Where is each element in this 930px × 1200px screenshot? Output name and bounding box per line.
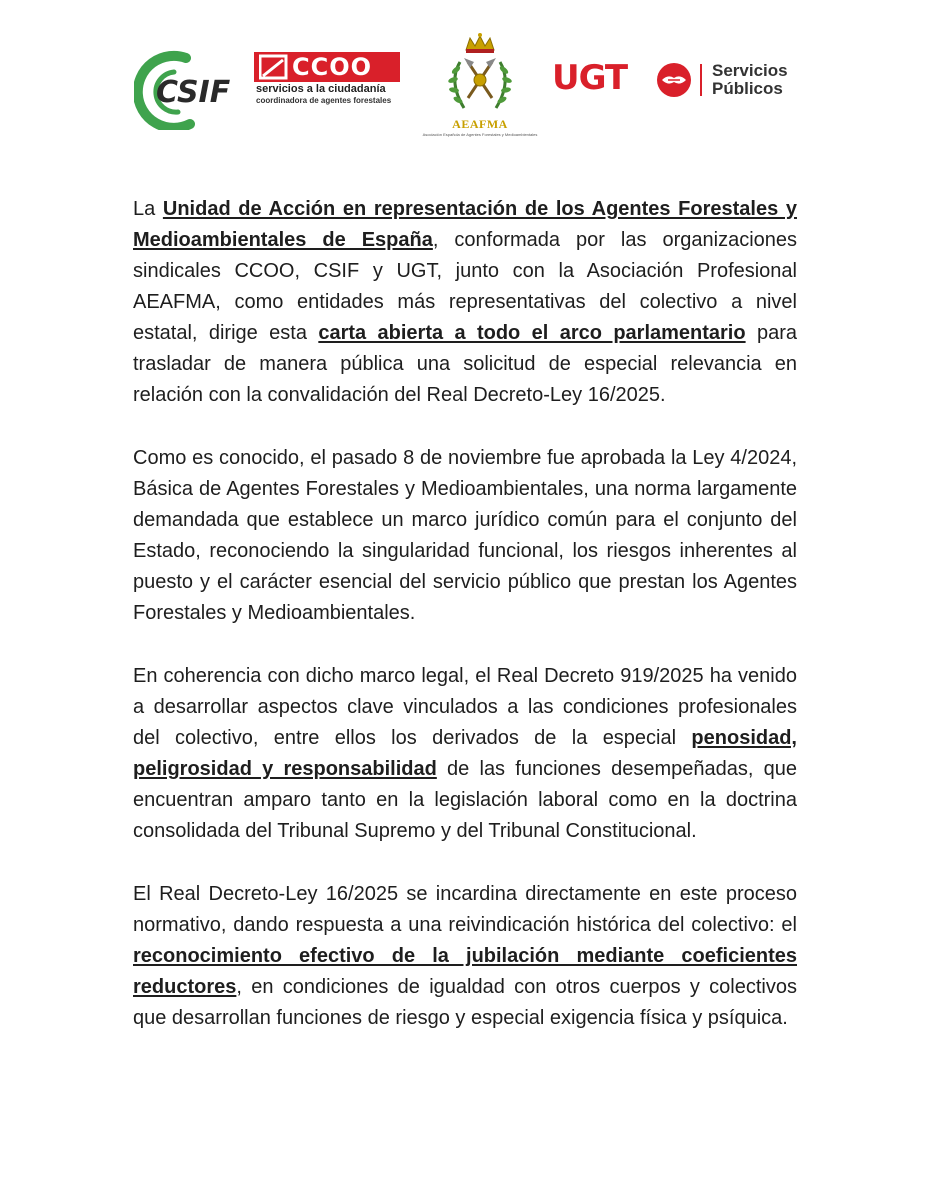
p1-bold-1: Unidad de Acción en representación de los Agentes Forestales y Medioambientales de España <box>133 198 797 251</box>
p2-text-1: Como es conocido, el pasado 8 de noviembre fue aprobada la Ley 4/2024, Básica de Agentes Forestales y Medioambientales, una norma largamente demandada que establece un marco jurídico común para el conjunto del Estado, reconociendo la singularidad funcional, los riesgos inherentes al puesto y el carácter esencial del servicio público que prestan los Agentes Forestales y Medioambientales. <box>133 447 797 624</box>
p3-text-2: de las funciones desempeñadas, que encuentran amparo tanto en la legislación laboral como en la doctrina consolidada del Tribunal Supremo y del Tribunal Constitucional. <box>133 758 798 842</box>
p4-text-1: El Real Decreto-Ley 16/2025 se incardina directamente en este proceso normativo, dando respuesta a una reivindicación histórica del colectivo: el <box>133 883 797 936</box>
ugt-text: UGT <box>552 58 628 98</box>
p1-text-3: para trasladar de manera pública una solicitud de especial relevancia en relación con la convalidación del Real Decreto-Ley 16/2025. <box>133 322 797 406</box>
p4-bold-1: reconocimiento efectivo de la jubilación mediante coeficientes reductores <box>133 945 797 998</box>
ugt-servicios-text: Servicios <box>712 61 788 80</box>
paragraph-4 <box>133 879 797 1034</box>
ccoo-logo <box>254 52 402 112</box>
aeafma-subtitle: Asociación Española de Agentes Forestales y Medioambientales <box>422 132 538 137</box>
p1-text-1: La <box>133 198 163 220</box>
csif-emblem-icon <box>134 50 238 130</box>
ccoo-emblem-icon <box>259 54 289 80</box>
p3-bold-1: penosidad, peligrosidad y responsabilidad <box>133 727 797 780</box>
aeafma-logo <box>420 32 540 140</box>
logo-header <box>0 0 930 150</box>
csif-logo <box>134 50 238 130</box>
paragraph-1 <box>133 194 797 411</box>
paragraph-3 <box>133 661 797 847</box>
paragraph-2 <box>133 443 797 629</box>
ccoo-red-box <box>254 52 400 82</box>
aeafma-text: AEAFMA <box>452 117 508 131</box>
ugt-divider <box>700 64 702 96</box>
ccoo-subtitle: servicios a la ciudadanía <box>256 83 386 95</box>
p3-text-1: En coherencia con dicho marco legal, el Real Decreto 919/2025 ha venido a desarrollar aspectos clave vinculados a las condiciones profesionales del colectivo, entre ellos los derivados de la especial <box>133 665 797 749</box>
p1-text-2: , conformada por las organizaciones sindicales CCOO, CSIF y UGT, junto con la Asociación Profesional AEAFMA, como entidades más representativas del colectivo a nivel estatal, dirige esta <box>133 229 798 344</box>
csif-text: CSIF <box>156 75 231 110</box>
p4-text-2: , en condiciones de igualdad con otros cuerpos y colectivos que desarrollan funciones de riesgo y especial exigencia física y psíquica. <box>133 976 797 1029</box>
letter-body <box>133 194 797 1066</box>
ugt-publicos-text: Públicos <box>712 79 783 98</box>
ccoo-subtitle-2: coordinadora de agentes forestales <box>256 96 392 105</box>
ccoo-text: CCOO <box>292 53 373 81</box>
p1-bold-2: carta abierta a todo el arco parlamentario <box>318 322 746 344</box>
ugt-handshake-icon <box>656 62 692 98</box>
aeafma-crest-icon <box>420 32 540 118</box>
ugt-logo <box>552 58 802 102</box>
